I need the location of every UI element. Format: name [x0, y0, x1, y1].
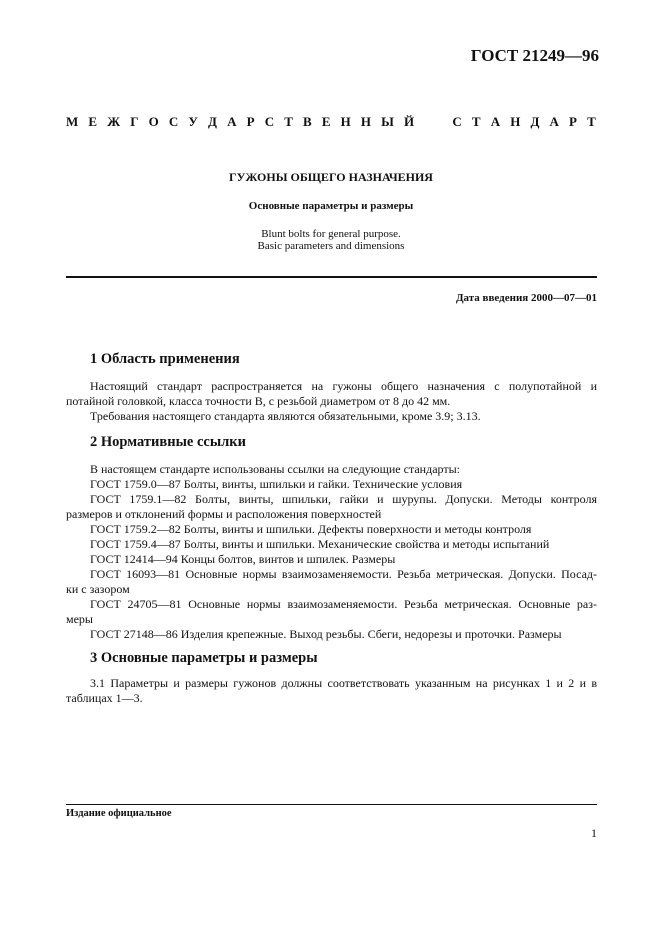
banner-letter: Н [340, 114, 351, 129]
interstate-standard-banner [66, 114, 596, 130]
banner-letter: Т [471, 114, 481, 129]
banner-letter: Ж [107, 114, 121, 129]
banner-letter: Р [246, 114, 255, 129]
banner-letter: А [490, 114, 501, 129]
introduction-date: Дата введения 2000—07—01 [455, 292, 597, 304]
paragraph-line: Настоящий стандарт распространяется на гужоны общего назначения с полупотайной и [90, 379, 597, 393]
banner-letter: Е [321, 114, 331, 129]
banner-letter: С [264, 114, 275, 129]
reference-item: ГОСТ 12414—94 Концы болтов, винтов и шпилек. Размеры [90, 552, 396, 566]
section-3-heading: 3 Основные параметры и размеры [90, 650, 318, 666]
reference-item-continuation: ки с зазором [66, 582, 130, 596]
banner-letter: У [188, 114, 198, 129]
banner-letter: Н [510, 114, 521, 129]
banner-letter: Е [88, 114, 98, 129]
banner-letter: Т [587, 114, 596, 129]
reference-item: ГОСТ 1759.1—82 Болты, винты, шпильки, гайки и шурупы. Допуски. Методы контроля [90, 492, 597, 506]
banner-letter: С [168, 114, 179, 129]
banner-letter: Д [530, 114, 540, 129]
banner-letter: Г [130, 114, 139, 129]
reference-item: ГОСТ 1759.0—87 Болты, винты, шпильки и гайки. Технические условия [90, 477, 463, 491]
banner-letter: Н [360, 114, 371, 129]
paragraph-line: потайной головкой, класса точности В, с резьбой диаметром от 8 до 42 мм. [66, 394, 451, 408]
english-title-line: Basic parameters and dimensions [257, 240, 405, 252]
reference-item: ГОСТ 24705—81 Основные нормы взаимозаменяемости. Резьба метрическая. Основные раз- [90, 597, 597, 611]
banner-letter: Т [284, 114, 293, 129]
banner-letter: С [452, 114, 462, 129]
paragraph-line: таблицах 1—3. [66, 691, 143, 705]
header-divider [66, 276, 597, 278]
footer-divider [66, 804, 597, 805]
banner-letter: Д [208, 114, 217, 129]
section-1-heading: 1 Область применения [90, 351, 240, 367]
reference-item: ГОСТ 1759.2—82 Болты, винты и шпильки. Дефекты поверхности и методы контроля [90, 522, 532, 536]
banner-letter: Ы [381, 114, 394, 129]
banner-letter: А [549, 114, 559, 129]
banner-letter: А [227, 114, 237, 129]
section-2-heading: 2 Нормативные ссылки [90, 434, 246, 450]
banner-letter: О [148, 114, 159, 129]
banner-letter: М [66, 114, 79, 129]
reference-item: ГОСТ 16093—81 Основные нормы взаимозаменяемости. Резьба метрическая. Допуски. Посад- [90, 567, 597, 581]
official-edition-label: Издание официальное [66, 808, 172, 819]
reference-item-continuation: размеров и отклонений формы и расположения поверхностей [66, 507, 382, 521]
english-title-line: Blunt bolts for general purpose. [261, 228, 401, 240]
english-title [66, 228, 596, 252]
paragraph: Требования настоящего стандарта являются обязательными, кроме 3.9; 3.13. [90, 409, 481, 423]
reference-item-continuation: меры [66, 612, 93, 626]
document-code: ГОСТ 21249—96 [470, 46, 599, 65]
paragraph: В настоящем стандарте использованы ссылки на следующие стандарты: [90, 462, 461, 476]
banner-letter: Р [569, 114, 577, 129]
document-subtitle: Основные параметры и размеры [248, 200, 414, 212]
banner-word-gap [424, 114, 442, 130]
reference-item: ГОСТ 1759.4—87 Болты, винты и шпильки. Механические свойства и методы испытаний [90, 537, 550, 551]
banner-letter: Й [404, 114, 415, 129]
page-number: 1 [591, 826, 597, 840]
document-title: ГУЖОНЫ ОБЩЕГО НАЗНАЧЕНИЯ [229, 170, 433, 184]
reference-item: ГОСТ 27148—86 Изделия крепежные. Выход резьбы. Сбеги, недорезы и проточки. Размеры [90, 627, 562, 641]
paragraph-line: 3.1 Параметры и размеры гужонов должны соответствовать указанным на рисунках 1 и 2 и в [90, 676, 597, 690]
banner-letter: В [303, 114, 312, 129]
